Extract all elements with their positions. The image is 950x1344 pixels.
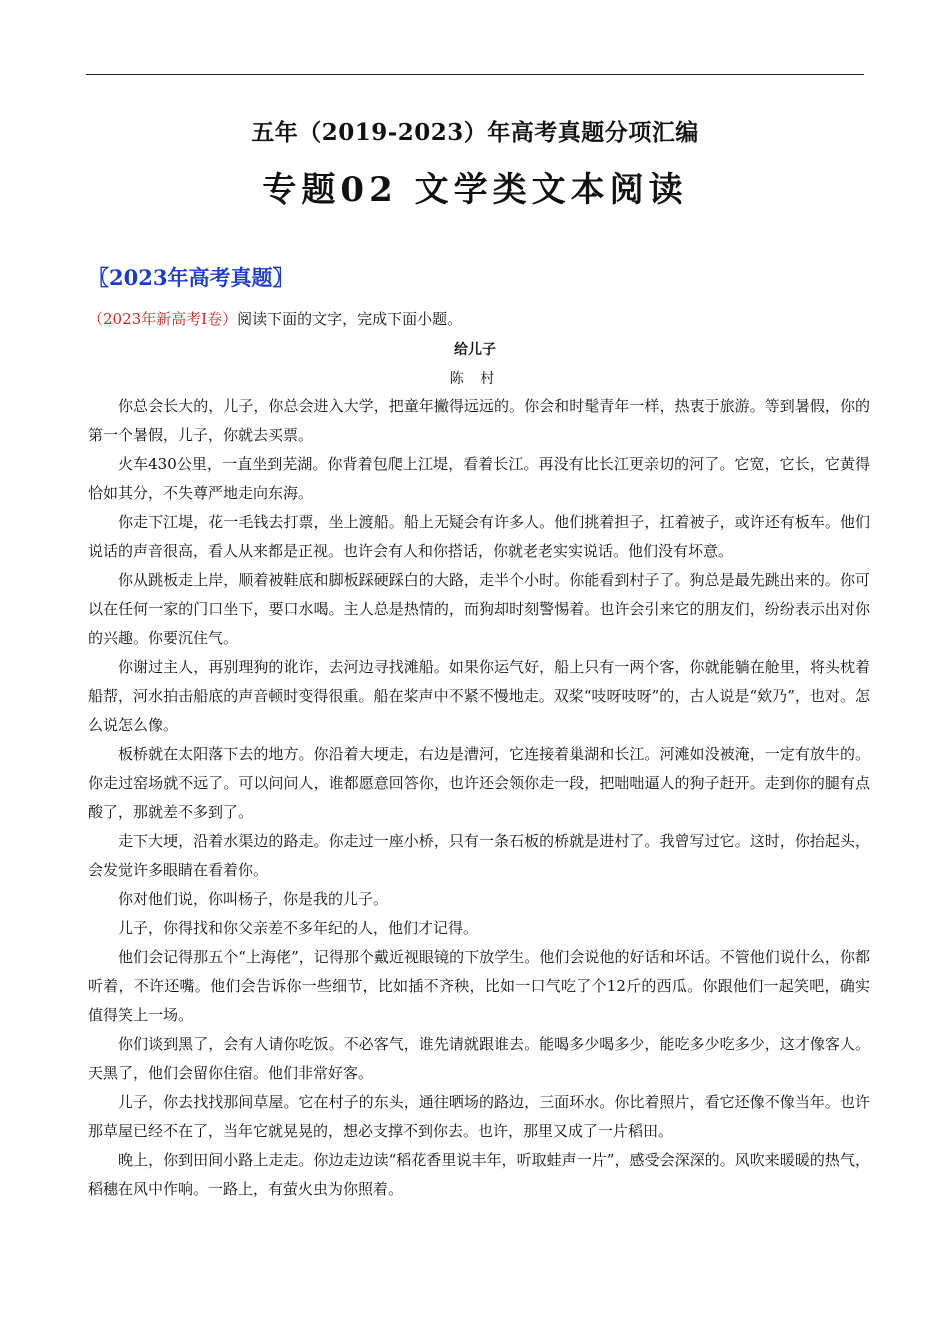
paragraph: 他们会记得那五个“上海佬”，记得那个戴近视眼镜的下放学生。他们会说他的好话和坏话。不管他们说什么，你都听着，不许还嘴。他们会告诉你一些细节，比如插不齐秧，比如一口气吃了个12斤的西瓜。你跟他们一起笑吧，确实值得笑上一场。 [88,948,870,1024]
header-rule [86,74,864,75]
question-prompt [88,308,462,329]
article-title: 给儿子 [454,342,496,358]
topic-title: 专题02 文学类文本阅读 [262,170,688,210]
paragraph: 晚上，你到田间小路上走走。你边走边读“稻花香里说丰年，听取蛙声一片”，感受会深深的。风吹来暖暖的热气，稻穗在风中作响。一路上，有萤火虫为你照着。 [88,1151,870,1198]
paragraph: 火车430公里，一直坐到芜湖。你背着包爬上江堤，看着长江。再没有比长江更亲切的河了。它宽，它长，它黄得恰如其分，不失尊严地走向东海。 [88,455,870,502]
paragraph: 你谢过主人，再别理狗的讹诈，去河边寻找滩船。如果你运气好，船上只有一两个客，你就能躺在舱里，将头枕着船帮，河水拍击船底的声音顿时变得很重。船在桨声中不紧不慢地走。双桨“吱呀吱呀”的，古人说是“欸乃”，也对。怎么说怎么像。 [88,658,870,734]
article-body [88,392,870,1204]
paragraph: 你走下江堤，花一毛钱去打票，坐上渡船。船上无疑会有许多人。他们挑着担子，扛着被子，或许还有板车。他们说话的声音很高，看人从来都是正视。也许会有人和你搭话，你就老老实实说话。他们没有坏意。 [88,513,870,560]
article-author: 陈 村 [449,371,501,387]
paragraph: 儿子，你去找找那间草屋。它在村子的东头，通往晒场的路边，三面环水。你比着照片，看它还像不像当年。也许那草屋已经不在了，当年它就晃晃的，想必支撑不到你去。也许，那里又成了一片稻田。 [88,1093,870,1140]
paragraph: 板桥就在太阳落下去的地方。你沿着大埂走，右边是漕河，它连接着巢湖和长江。河滩如没被淹，一定有放牛的。你走过窑场就不远了。可以问问人，谁都愿意回答你，也许还会领你走一段，把咄咄逼人的狗子赶开。走到你的腿有点酸了，那就差不多到了。 [88,745,870,821]
paragraph: 儿子，你得找和你父亲差不多年纪的人，他们才记得。 [118,919,479,937]
section-heading: 〖2023年高考真题〗 [88,265,294,290]
paragraph: 走下大埂，沿着水渠边的路走。你走过一座小桥，只有一条石板的桥就是进村了。我曾写过它。这时，你抬起头，会发觉许多眼睛在看着你。 [88,832,870,879]
paragraph: 你从跳板走上岸，顺着被鞋底和脚板踩硬踩白的大路，走半个小时。你能看到村子了。狗总是最先跳出来的。你可以在任何一家的门口坐下，要口水喝。主人总是热情的，而狗却时刻警惕着。也许会引来它的朋友们，纷纷表示出对你的兴趣。你要沉住气。 [88,571,870,647]
paragraph: 你们谈到黑了，会有人请你吃饭。不必客气，谁先请就跟谁去。能喝多少喝多少，能吃多少吃多少，这才像客人。天黑了，他们会留你住宿。他们非常好客。 [88,1035,870,1082]
question-instruction: 阅读下面的文字，完成下面小题。 [237,310,463,328]
question-source: （2023年新高考Ⅰ卷） [88,310,238,328]
book-title: 五年（2019-2023）年高考真题分项汇编 [251,119,699,146]
paragraph: 你总会长大的，儿子，你总会进入大学，把童年撇得远远的。你会和时髦青年一样，热衷于旅游。等到暑假，你的第一个暑假，儿子，你就去买票。 [88,397,870,444]
paragraph: 你对他们说，你叫杨子，你是我的儿子。 [118,890,389,908]
